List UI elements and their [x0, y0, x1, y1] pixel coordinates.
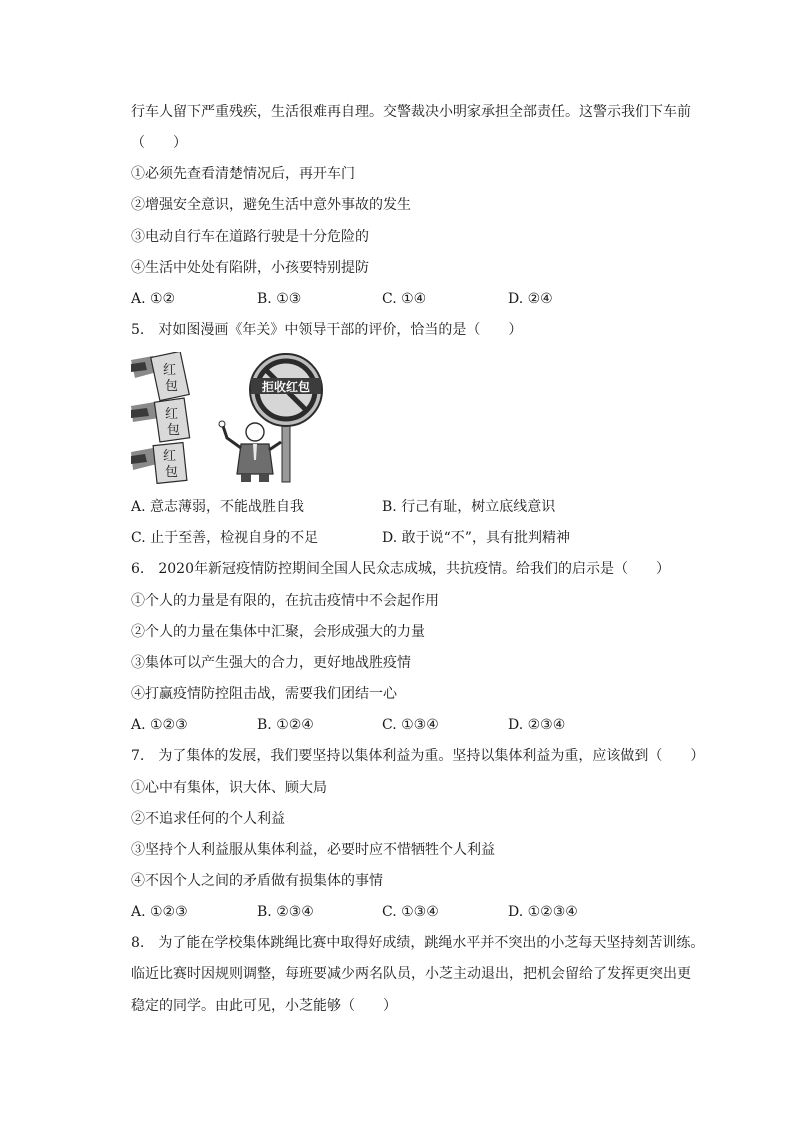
q6-item-3: ③集体可以产生强大的合力，更好地战胜疫情: [131, 655, 411, 671]
q6-item-4: ④打赢疫情防控阻击战，需要我们团结一心: [131, 686, 397, 702]
q8-stem-line-3: 稳定的同学。由此可见，小芝能够（ ）: [131, 998, 397, 1014]
envelope-char-bao-1: 包: [165, 379, 179, 394]
q4-answer-blank: （ ）: [131, 135, 187, 151]
q6-item-2: ②个人的力量在集体中汇聚，会形成强大的力量: [131, 624, 425, 640]
envelope-char-bao-3: 包: [165, 465, 179, 480]
q7-item-3: ③坚持个人利益服从集体利益，必要时应不惜牺牲个人利益: [131, 842, 495, 858]
envelope-char-hong-2: 红: [165, 407, 179, 422]
q7-option-d[interactable]: D. ①②③④: [508, 904, 578, 920]
q7-item-1: ①心中有集体，识大体、顾大局: [131, 780, 327, 796]
q8-stem-line-2: 临近比赛时因规则调整，每班要减少两名队员，小芝主动退出，把机会留给了发挥更突出更: [131, 966, 691, 982]
q4-item-4: ④生活中处处有陷阱，小孩要特别提防: [131, 260, 369, 276]
q4-item-1: ①必须先查看清楚情况后，再开车门: [131, 166, 355, 182]
q4-item-3: ③电动自行车在道路行驶是十分危险的: [131, 229, 369, 245]
q4-option-c[interactable]: C. ①④: [382, 291, 427, 307]
q4-option-d[interactable]: D. ②④: [508, 291, 553, 307]
envelope-hand-2: [131, 398, 190, 442]
q6-option-d[interactable]: D. ②③④: [508, 717, 566, 733]
sign-text: 拒收红包: [261, 380, 311, 394]
q8-stem-line-1: 8. 为了能在学校集体跳绳比赛中取得好成绩，跳绳水平并不突出的小芝每天坚持刻苦训练。: [131, 935, 705, 951]
q5-option-b[interactable]: B. 行己有耻，树立底线意识: [382, 499, 556, 515]
q5-option-c[interactable]: C. 止于至善，检视自身的不足: [131, 530, 319, 546]
q6-option-b[interactable]: B. ①②④: [257, 717, 314, 733]
official-figure: [219, 421, 281, 482]
q7-option-a[interactable]: A. ①②③: [131, 904, 188, 920]
envelope-char-hong-3: 红: [163, 449, 177, 464]
q6-option-c[interactable]: C. ①③④: [382, 717, 439, 733]
q5-stem: 5. 对如图漫画《年关》中领导干部的评价，恰当的是（ ）: [131, 322, 523, 338]
q4-continuation: 行车人留下严重残疾，生活很难再自理。交警裁决小明家承担全部责任。这警示我们下车前: [131, 104, 691, 120]
envelope-char-hong-1: 红: [163, 363, 177, 378]
q4-option-b[interactable]: B. ①③: [257, 291, 302, 307]
q7-option-c[interactable]: C. ①③④: [382, 904, 439, 920]
q5-option-d[interactable]: D. 敢于说“不”，具有批判精神: [382, 530, 570, 546]
q7-item-4: ④不因个人之间的矛盾做有损集体的事情: [131, 873, 383, 889]
q7-item-2: ②不追求任何的个人利益: [131, 811, 285, 827]
q6-item-1: ①个人的力量是有限的，在抗击疫情中不会起作用: [131, 593, 439, 609]
q6-stem: 6. 2020年新冠疫情防控期间全国人民众志成城，共抗疫情。给我们的启示是（ ）: [131, 561, 670, 577]
q7-stem: 7. 为了集体的发展，我们要坚持以集体利益为重。坚持以集体利益为重，应该做到（ ）: [131, 748, 705, 764]
envelope-char-bao-2: 包: [167, 423, 181, 438]
q4-option-a[interactable]: A. ①②: [131, 291, 176, 307]
q7-option-b[interactable]: B. ②③④: [257, 904, 314, 920]
q5-option-a[interactable]: A. 意志薄弱，不能战胜自我: [131, 499, 305, 515]
envelope-hand-1: [131, 352, 189, 401]
envelope-hand-3: [131, 443, 187, 484]
q4-item-2: ②增强安全意识，避免生活中意外事故的发生: [131, 197, 411, 213]
q6-option-a[interactable]: A. ①②③: [131, 717, 188, 733]
cartoon-figure: [131, 352, 341, 484]
